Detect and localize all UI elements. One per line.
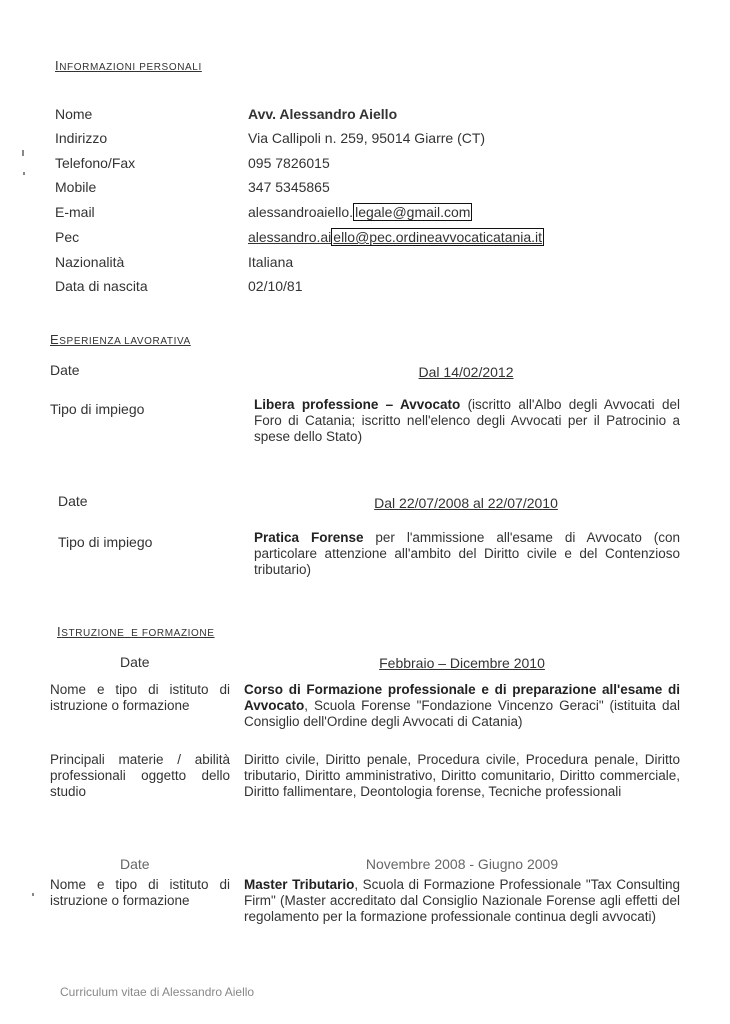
- exp2-date-value: Dal 22/07/2008 al 22/07/2010: [374, 495, 558, 511]
- edu2-institution: [244, 877, 680, 925]
- pec-link[interactable]: ello@pec.ordineavvocaticatania.it: [333, 229, 543, 245]
- exp1-type-description: [254, 397, 680, 445]
- pec-part-a: alessandro.ai: [248, 229, 332, 245]
- value-mobile: 347 5345865: [248, 179, 330, 195]
- email-link[interactable]: legale@gmail.com: [355, 204, 471, 220]
- edu1-institution: [244, 682, 680, 730]
- label-nazionalita: Nazionalità: [55, 254, 125, 270]
- exp2-type-description: [254, 530, 680, 578]
- label-nome: Nome: [55, 106, 93, 122]
- value-pec: [248, 229, 544, 245]
- exp2-type-label: Tipo di impiego: [58, 534, 153, 550]
- section-heading-experience: ESPERIENZA LAVORATIVA: [50, 332, 191, 347]
- edu2-date-value: Novembre 2008 - Giugno 2009: [365, 856, 559, 872]
- exp2-role: Pratica Forense: [254, 530, 364, 545]
- exp1-date-label: Date: [50, 362, 80, 378]
- edu1-date-label: Date: [120, 654, 150, 670]
- edu2-date-label: Date: [120, 856, 150, 872]
- edu2-institution-label: Nome e tipo di istituto di istruzione o formazione: [50, 877, 230, 908]
- exp1-role: Libera professione – Avvocato: [254, 397, 461, 412]
- label-pec: Pec: [55, 229, 80, 245]
- value-nome: Avv. Alessandro Aiello: [248, 106, 398, 122]
- section-heading-education: ISTRUZIONE E FORMAZIONE: [57, 624, 215, 639]
- page-footer: Curriculum vitae di Alessandro Aiello: [60, 985, 255, 999]
- email-part-a: alessandroaiello.: [248, 204, 354, 220]
- exp1-date-value: Dal 14/02/2012: [418, 364, 514, 380]
- scan-speck: [32, 893, 34, 896]
- edu1-subjects: Diritto civile, Diritto penale, Procedura civile, Procedura penale, Diritto tributario, Diritto amministrativo, Diritto comunitario, Diritto commerciale, Diritto fallimentare, Deontologia forense, Tecniche professionali: [244, 752, 680, 799]
- label-telefono: Telefono/Fax: [55, 155, 136, 171]
- edu1-institution-label: Nome e tipo di istituto di istruzione o formazione: [50, 682, 230, 713]
- edu1-course: Corso di Formazione professionale e di preparazione all'esame di Avvocato: [244, 682, 680, 713]
- edu2-school: , Scuola di Formazione Professionale "Tax Consulting Firm" (Master accreditato dal Consiglio Nazionale Forense agli effetti del regolamento per la formazione professionale continua degli avvocati): [244, 877, 680, 924]
- value-indirizzo: Via Callipoli n. 259, 95014 Giarre (CT): [248, 130, 486, 146]
- edu1-school: , Scuola Forense "Fondazione Vincenzo Geraci" (istituita dal Consiglio dell'Ordine degli Avvocati di Catania): [244, 698, 680, 729]
- label-email: E-mail: [55, 204, 95, 220]
- exp2-detail: per l'ammissione all'esame di Avvocato (con particolare attenzione all'ambito del Diritto civile e del Contenzioso tributario): [254, 530, 681, 577]
- scan-speck: [23, 172, 25, 175]
- label-mobile: Mobile: [55, 179, 97, 195]
- label-data-nascita: Data di nascita: [55, 278, 148, 294]
- value-nazionalita: Italiana: [248, 254, 294, 270]
- scan-speck: [22, 150, 24, 156]
- label-indirizzo: Indirizzo: [55, 130, 108, 146]
- exp1-detail: (iscritto all'Albo degli Avvocati del Foro di Catania; iscritto nell'elenco degli Avvocati per il Patrocinio a spese dello Stato): [254, 397, 680, 444]
- edu1-date-value: Febbraio – Dicembre 2010: [379, 655, 545, 671]
- edu1-subjects-label: Principali materie / abilità professionali oggetto dello studio: [50, 752, 230, 799]
- value-data-nascita: 02/10/81: [248, 278, 303, 294]
- value-email: [248, 204, 472, 220]
- exp2-date-label: Date: [58, 493, 88, 509]
- edu2-course: Master Tributario: [244, 877, 355, 892]
- value-telefono: 095 7826015: [248, 155, 330, 171]
- exp1-type-label: Tipo di impiego: [50, 401, 145, 417]
- section-heading-personal: INFORMAZIONI PERSONALI: [55, 58, 202, 73]
